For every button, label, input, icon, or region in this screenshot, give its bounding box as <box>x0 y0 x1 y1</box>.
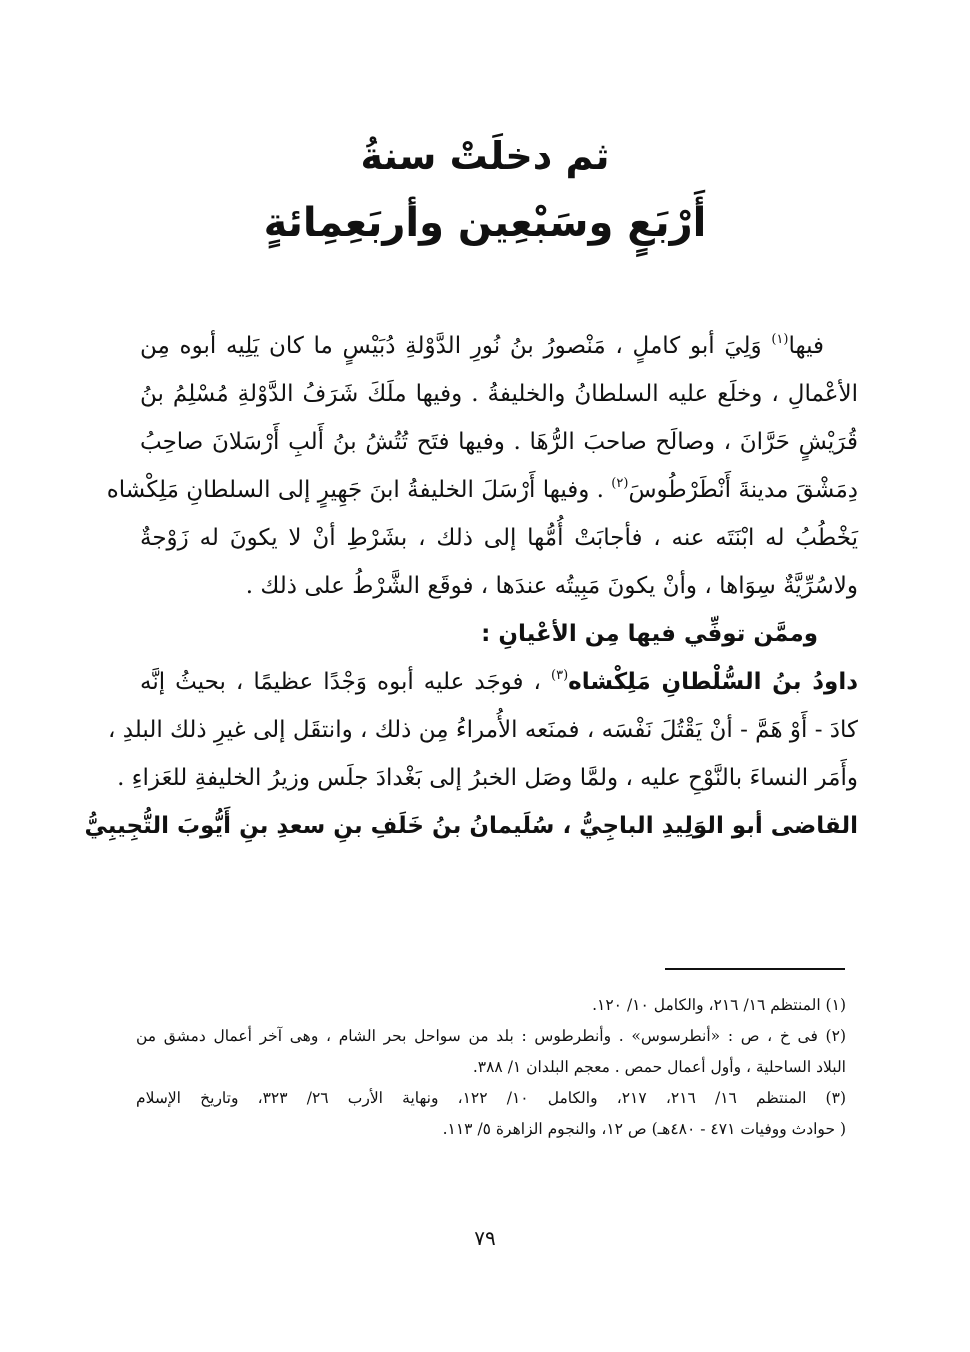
paragraph-2-line-3: وأَمَر النساءَ بالنَّوْحِ عليه ، ولمَّا وصَل الخبرُ إلى بَغْدادَ جلَس وزيرُ الخليفةِ للعَزاءِ . <box>117 765 858 791</box>
footnote-ref-2: (٢) <box>611 476 629 491</box>
person-name-al-baji: القاضى أبو الوَلِيدِ الباجِيُّ ، سُلَيمانُ بنُ خَلَفِ بنِ سعدِ بنِ أَيُّوبَ التُّجِيبِيُّ <box>84 813 858 839</box>
paragraph-1-line-4 <box>106 466 858 514</box>
footnote-ref-3: (٣) <box>551 668 569 683</box>
paragraph-1-line-5: يَخْطُبُ له ابْنَتَه عنه ، فأجابَتْ أُمُّها إلى ذلك ، بشَرْطِ أنْ لا يكونَ له زَوْجةٌ <box>140 525 858 551</box>
person-name-dawud: داودُ بنُ السُّلْطانِ مَلِكْشاه <box>568 669 858 695</box>
page-number: ٧٩ <box>474 1226 496 1250</box>
main-text <box>84 322 858 850</box>
footnote-2-line-2: البلاد الساحلية ، وأول أعمال حمص . معجم البلدان ١/ ٣٨٨. <box>472 1058 846 1076</box>
footnote-ref-1: (١) <box>771 332 789 347</box>
text-run: دِمَشْقَ مدينةَ أَنْطَرْطُوسَ <box>628 477 858 503</box>
text-run: . وفيها أَرْسَلَ الخليفةُ ابنَ جَهِيرٍ إلى السلطانِ مَلِكْشاه <box>106 477 612 503</box>
footnote-3-line-2: ( حوادث ووفيات ٤٧١ - ٤٨٠هـ) ص ١٢، والنجوم الزاهرة ٥/ ١١٣. <box>442 1120 846 1138</box>
text-run: ، فوجَد عليه أبوه وَجْدًا عظيمًا ، بحيثُ إنَّه <box>140 669 551 695</box>
footnote-separator <box>665 968 845 970</box>
section-title-line-2: أَرْبَعٍ وسَبْعِين وأربَعِمِائةٍ <box>263 200 707 246</box>
footnote-1: (١) المنتظم ١٦/ ٢١٦، والكامل ١٠/ ١٢٠. <box>592 996 846 1014</box>
footnote-2-line-1: (٢) فى خ ، ص : «أنطرسوس» . وأنطرطوس : بلد من سواحل بحر الشام ، وهى آخر أعمال دمشق من <box>136 1027 846 1045</box>
text-run: فيها <box>788 333 824 359</box>
footnotes <box>136 990 846 1145</box>
paragraph-1-line-3: قُرَيْشٍ حَرَّانَ ، وصالَح صاحبَ الرُّهَا . وفيها فتَح تُتُشُ بنُ أَلبِ أَرْسَلانَ صاحِبُ <box>140 429 858 455</box>
paragraph-2-line-2: كادَ - أَوْ هَمَّ - أنْ يَقْتُلَ نَفْسَه ، فمنَعه الأُمراءُ مِن ذلك ، وانتقَل إلى غيرِ ذلك البلدِ ، <box>107 717 858 743</box>
paragraph-3-line-1 <box>84 802 858 850</box>
footnote-3-line-1: (٣) المنتظم ١٦/ ٢١٦، ٢١٧، والكامل ١٠/ ١٢٢، ونهاية الأرب ٢٦/ ٣٢٣، وتاريخ الإسلام <box>136 1089 846 1107</box>
section-title-line-1: ثم دخلَتْ سنةُ <box>360 134 610 178</box>
notable-deaths-subheading: وممَّن توفِّي فيها مِن الأعْيانِ : <box>481 621 818 647</box>
paragraph-1-line-1 <box>140 322 858 370</box>
paragraph-1-line-2: الأعْمالِ ، وخلَع عليه السلطانُ والخليفةُ . وفيها ملَكَ شَرَفُ الدَّوْلةِ مُسْلِمُ بنُ <box>140 381 858 407</box>
text-run: وَلِيَ أبو كاملٍ ، مَنْصورُ بنُ نُورِ الدَّوْلةِ دُبَيْسٍ ما كان يَلِيه أبوه مِن <box>140 333 772 359</box>
paragraph-1-line-6: ولاسُرِّيَّةٌ سِوَاها ، وأنْ يكونَ مَبِيتُه عندَها ، فوقَع الشَّرْطُ على ذلك . <box>245 573 858 599</box>
paragraph-2-line-1 <box>140 658 858 706</box>
